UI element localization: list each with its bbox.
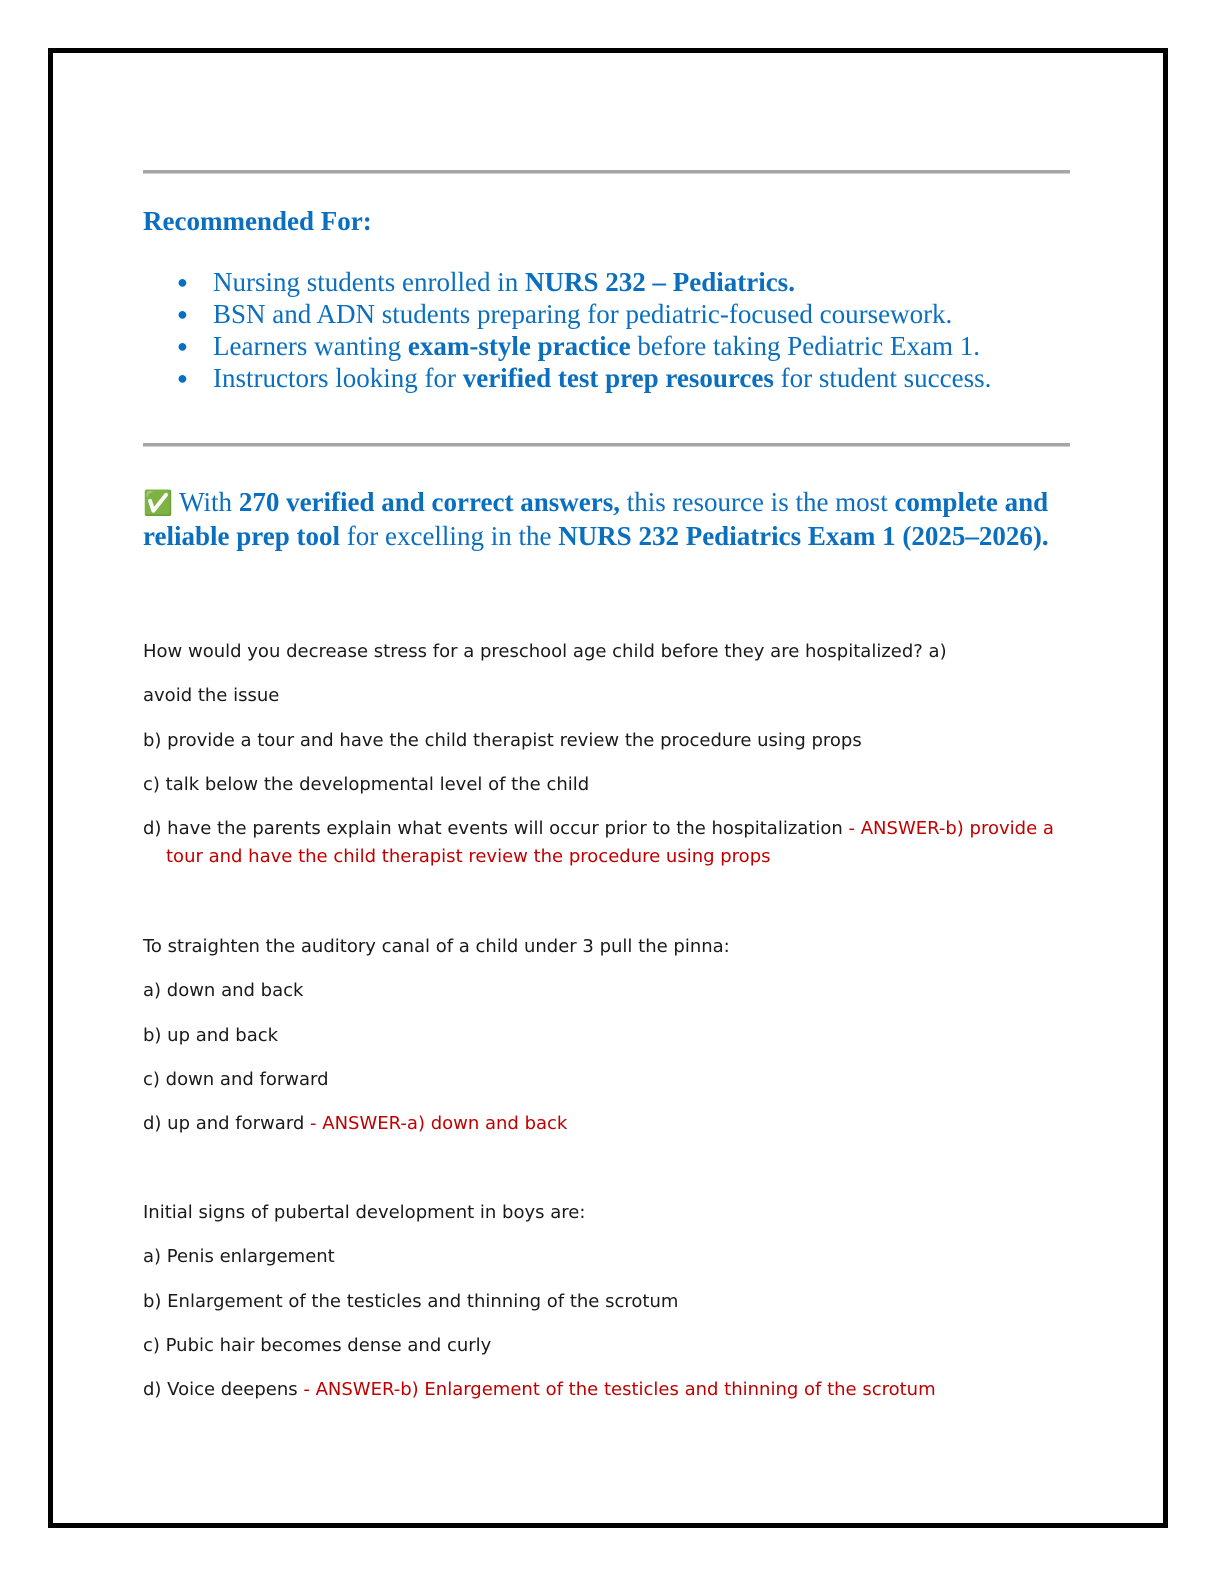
question-1-option-b: b) provide a tour and have the child therapist review the procedure using props bbox=[143, 730, 862, 751]
bullet-icon: ● bbox=[177, 368, 188, 388]
summary-paragraph: ✅ With 270 verified and correct answers, this resource is the most complete and reliable prep tool for excelling in the NURS 232 Pediatrics Exam 1 (2025–2026). bbox=[143, 487, 1049, 551]
recommended-list bbox=[143, 266, 1073, 394]
list-item: ● Instructors looking for verified test prep resources for student success. bbox=[177, 363, 992, 393]
middle-divider bbox=[143, 443, 1070, 447]
question-1-stem: How would you decrease stress for a preschool age child before they are hospitalized? a) bbox=[143, 641, 947, 662]
top-divider bbox=[143, 170, 1070, 174]
question-3-answer: - ANSWER-b) Enlargement of the testicles and thinning of the scrotum bbox=[297, 1379, 936, 1400]
question-2-option-a: a) down and back bbox=[143, 980, 304, 1001]
question-3-option-d: d) Voice deepens - ANSWER-b) Enlargement of the testicles and thinning of the scrotum bbox=[143, 1379, 936, 1400]
question-3-stem: Initial signs of pubertal development in boys are: bbox=[143, 1202, 586, 1223]
question-1-stem-continued: avoid the issue bbox=[143, 685, 280, 706]
recommended-heading: Recommended For: bbox=[143, 206, 372, 236]
question-1-option-d: d) have the parents explain what events will occur prior to the hospitalization - ANSWER-b) provide a tour and have the child therapist review the procedure using props bbox=[143, 818, 1054, 867]
list-item: ● Nursing students enrolled in NURS 232 – Pediatrics. bbox=[177, 267, 795, 297]
question-3-option-b: b) Enlargement of the testicles and thinning of the scrotum bbox=[143, 1291, 679, 1312]
question-2-answer: - ANSWER-a) down and back bbox=[304, 1113, 568, 1134]
question-2-option-d: d) up and forward - ANSWER-a) down and back bbox=[143, 1113, 568, 1134]
question-2-option-c: c) down and forward bbox=[143, 1069, 329, 1090]
question-1-answer: - ANSWER-b) provide a tour and have the child therapist review the procedure using props bbox=[166, 818, 1054, 867]
bullet-icon: ● bbox=[177, 272, 188, 292]
question-1-option-c: c) talk below the developmental level of the child bbox=[143, 774, 590, 795]
check-icon: ✅ bbox=[143, 489, 173, 517]
bullet-icon: ● bbox=[177, 304, 188, 324]
bullet-icon: ● bbox=[177, 336, 188, 356]
question-3-option-a: a) Penis enlargement bbox=[143, 1246, 335, 1267]
list-item: ● Learners wanting exam-style practice before taking Pediatric Exam 1. bbox=[177, 331, 980, 361]
question-3-option-c: c) Pubic hair becomes dense and curly bbox=[143, 1335, 492, 1356]
question-2-option-b: b) up and back bbox=[143, 1025, 279, 1046]
question-2-stem: To straighten the auditory canal of a child under 3 pull the pinna: bbox=[143, 936, 730, 957]
list-item: ● BSN and ADN students preparing for pediatric-focused coursework. bbox=[177, 299, 953, 329]
